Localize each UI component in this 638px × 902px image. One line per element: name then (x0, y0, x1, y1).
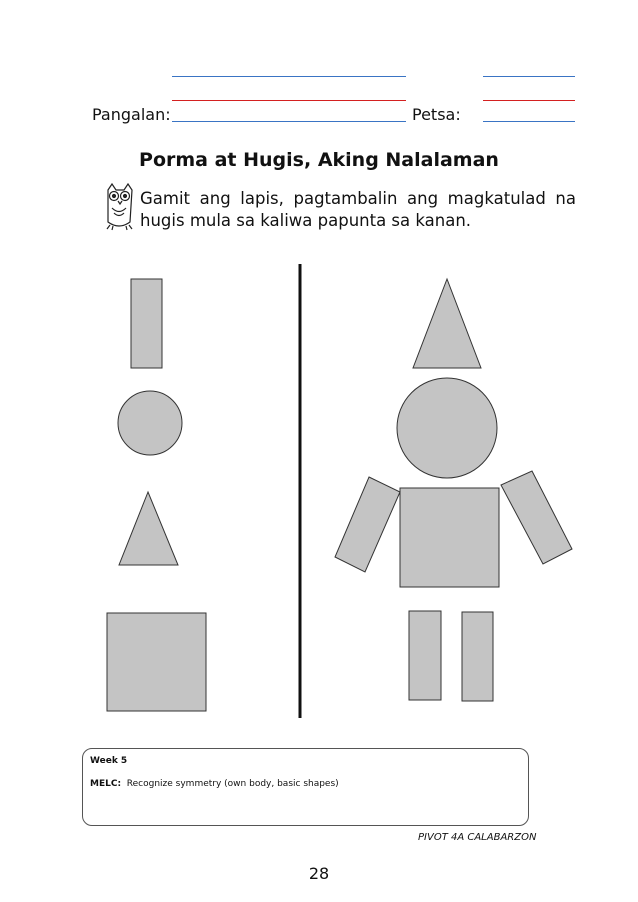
page-title: Porma at Hugis, Aking Nalalaman (139, 149, 499, 171)
date-label: Petsa: (412, 105, 461, 124)
page-number: 28 (308, 864, 330, 883)
left-rectangle[interactable] (131, 279, 162, 368)
right-triangle-hat[interactable] (413, 279, 481, 368)
name-label: Pangalan: (92, 105, 171, 124)
melc-text: Recognize symmetry (own body, basic shapes) (126, 779, 339, 789)
left-square[interactable] (107, 613, 206, 711)
footer-text: PIVOT 4A CALABARZON (418, 832, 537, 843)
right-left-leg[interactable] (409, 611, 441, 700)
right-left-arm[interactable] (335, 477, 400, 572)
melc-label: MELC: (90, 779, 122, 789)
right-right-arm[interactable] (501, 471, 572, 564)
left-circle[interactable] (118, 391, 182, 455)
right-right-leg[interactable] (462, 612, 493, 701)
right-circle-head[interactable] (397, 378, 497, 478)
right-square-body[interactable] (400, 488, 499, 587)
melc-line (90, 779, 339, 789)
left-triangle[interactable] (119, 492, 178, 565)
week-label: Week 5 (90, 756, 128, 766)
instruction-text: Gamit ang lapis, pagtambalin ang magkatulad na hugis mula sa kaliwa papunta sa kanan. (140, 189, 576, 230)
